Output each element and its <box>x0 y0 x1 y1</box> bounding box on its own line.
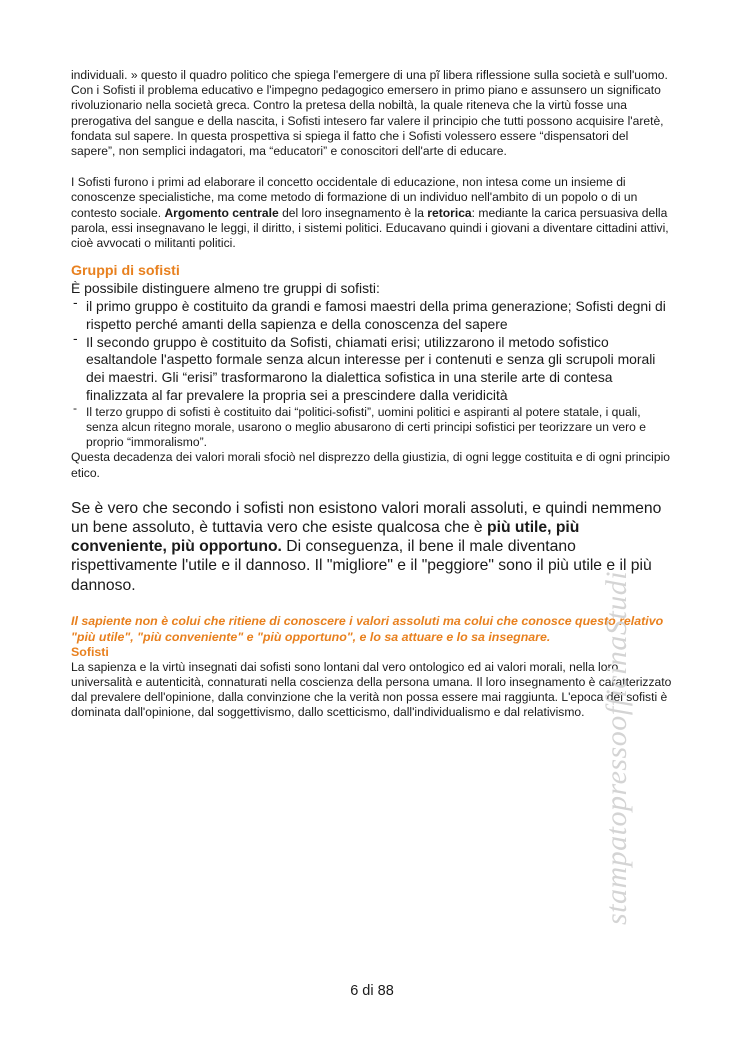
paragraph-3-start: I Sofisti furono i primi ad elaborare il concetto occidentale di educazione, non intesa come un insieme di conoscenze specialistiche, ma come metodo di formazione di un individuo nell'ambito di un popolo o di un contesto sociale. <box>71 175 638 220</box>
section-title: Gruppi di sofisti <box>71 263 180 280</box>
page-counter: 6 di 88 <box>350 983 394 999</box>
thesis-start: Se è vero che secondo i sofisti non esistono valori morali assoluti, e quindi nemmeno un bene assoluto, è tuttavia vero che esiste qualcosa che è <box>71 499 662 537</box>
group-item-1: - il primo gruppo è costituito da grandi e famosi maestri della prima generazione; Sofisti degni di rispetto perché amanti della sapienza e della conoscenza del sapere <box>71 298 675 334</box>
decadence-paragraph: Questa decadenza dei valori morali sfociò nel disprezzo della giustizia, di ogni legge costituita e di ogni principio etico. <box>71 450 670 480</box>
paragraph-2: Con i Sofisti il problema educativo e l'impegno pedagogico emersero in primo piano e assunsero un significato rivoluzionario nella società greca. Contro la pretesa della nobiltà, la quale riteneva che la virtù fosse una prerogativa del sangue e della nascita, i Sofisti intesero far valere il principio che tutti possono acquisire l'aretè, fondata sul sapere. In questa prospettiva si spiega il fatto che i Sofisti volessero essere “dispensatori del sapere”, non semplici indagatori, ma “educatori” e conoscitori dell'arte di educare. <box>71 83 664 159</box>
paragraph-3-end: : mediante la carica persuasiva della parola, essi insegnavano le leggi, il diritto, i sistemi politici. Educavano quindi i giovani a diventare cittadini attivi, cioè avvocati o militanti politici. <box>71 205 669 251</box>
paragraph-3 <box>71 175 675 251</box>
groups-intro: È possibile distinguere almeno tre gruppi di sofisti: <box>71 280 380 297</box>
thesis-emphasis: più utile, più conveniente, più opportuno. <box>71 519 580 556</box>
quote-author: Sofisti <box>71 644 109 659</box>
argomento-centrale-label: Argomento centrale <box>164 205 279 220</box>
main-thesis-paragraph <box>71 499 675 595</box>
quote: Il sapiente non è colui che ritiene di conoscere i valori assoluti ma colui che conosce questo relativo "più utile", "più conveniente" e "più opportuno", e lo sa attuare e lo sa insegnare. <box>71 613 664 644</box>
groups-list <box>71 298 675 450</box>
retorica-term: retorica <box>427 205 472 220</box>
group-item-2: - Il secondo gruppo è costituito da Sofisti, chiamati erisi; utilizzarono il metodo sofistico esaltandole l'aspetto formale senza alcun interesse per i contenuti e senza gli scrupoli morali dei maestri. Gli “erisi” trasformarono la dialettica sofistica in una sterile arte di contesa finalizzata al far prevalere la propria sei a prescindere dalla veridicità <box>71 334 675 405</box>
group-item-3: - Il terzo gruppo di sofisti è costituito dai “politici-sofisti”, uomini politici e aspiranti al potere statale, i quali, senza alcun ritegno morale, usarono o meglio abusarono di certi principi sofistici per teorizzare un vero e proprio “immoralismo”. <box>71 405 675 451</box>
document-body <box>71 68 675 721</box>
thesis-end: Di conseguenza, il bene il male diventano rispettivamente l'utile e il dannoso. Il "migliore" e il "peggiore" sono il più utile e il più dannoso. <box>71 538 652 594</box>
final-paragraph: La sapienza e la virtù insegnati dai sofisti sono lontani dal vero ontologico ed ai valori morali, nella loro universalità e autenticità, connaturati nella coscienza della persona umana. Il loro insegnamento è caratterizzato dal prevalere dell'opinione, dalla convinzione che la verità non possa essere mai raggiunta. L'epoca dei sofisti è dominata dall'opinione, dal soggettivismo, dallo scetticismo, dall'individualismo e dal relativismo. <box>71 659 672 720</box>
paragraph-3-middle: del loro insegnamento è la <box>278 205 428 220</box>
watermark: stampatopressoofficinaStudi <box>600 570 633 925</box>
paragraph-1: individuali. » questo il quadro politico che spiega l'emergere di una pĩ libera riflessione sulla società e sull'uomo. <box>71 68 668 82</box>
